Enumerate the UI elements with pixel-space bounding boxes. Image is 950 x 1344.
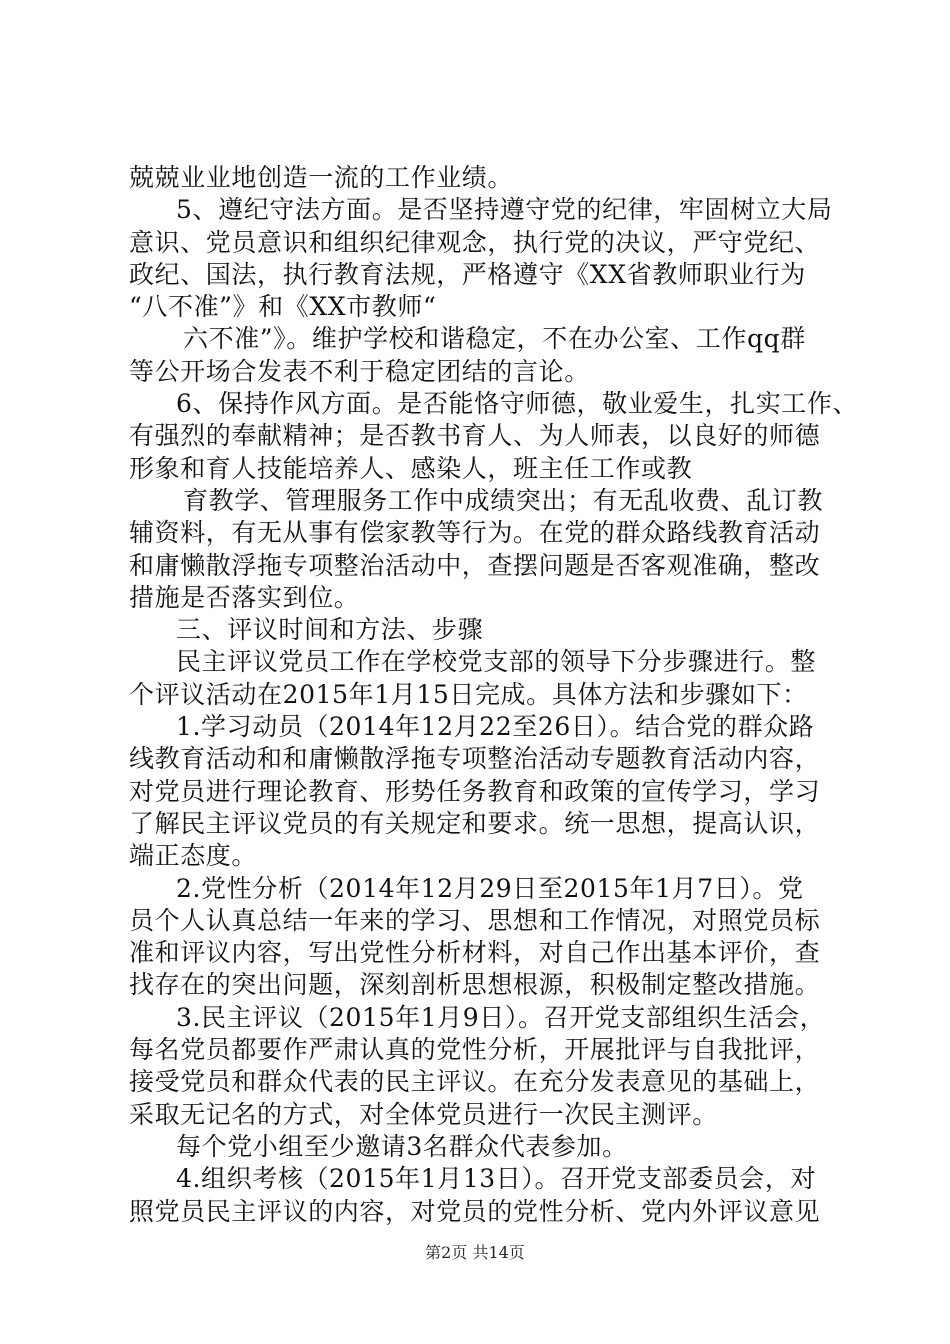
text-line: 育教学、管理服务工作中成绩突出；有无乱收费、乱订教 bbox=[183, 485, 824, 515]
text-line: 找存在的突出问题，深刻剖析思想根源，积极制定整改措施。 bbox=[129, 970, 821, 1000]
section-heading: 三、评议时间和方法、步骤 bbox=[176, 615, 484, 645]
text-line: 对党员进行理论教育、形势任务教育和政策的宣传学习，学习 bbox=[129, 776, 821, 806]
text-line: 线教育活动和和庸懒散浮拖专项整治活动专题教育活动内容， bbox=[129, 744, 821, 774]
document-body bbox=[129, 162, 859, 1228]
text-line: 了解民主评议党员的有关规定和要求。统一思想，提高认识， bbox=[129, 808, 821, 838]
text-line: 政纪、国法，执行教育法规，严格遵守《XX省教师职业行为 bbox=[129, 259, 806, 289]
page-footer bbox=[0, 1243, 950, 1263]
text-line: 等公开场合发表不利于稳定团结的言论。 bbox=[129, 356, 590, 386]
text-line: “八不准”》和《XX市教师“ bbox=[129, 292, 437, 322]
text-line: 辅资料，有无从事有偿家教等行为。在党的群众路线教育活动 bbox=[129, 518, 821, 548]
text-line: 措施是否落实到位。 bbox=[129, 582, 360, 612]
text-line: 3.民主评议（2015年1月9日）。召开党支部组织生活会， bbox=[176, 1002, 826, 1032]
text-line: 4.组织考核（2015年1月13日）。召开党支部委员会，对 bbox=[176, 1164, 817, 1194]
text-line: 照党员民主评议的内容，对党员的党性分析、党内外评议意见 bbox=[129, 1196, 821, 1226]
text-line: 6、保持作风方面。是否能恪守师德，敬业爱生，扎实工作、 bbox=[176, 389, 859, 419]
text-line: 员个人认真总结一年来的学习、思想和工作情况，对照党员标 bbox=[129, 905, 821, 935]
page-indicator: 第2页 共14页 bbox=[425, 1243, 525, 1262]
text-line: 形象和育人技能培养人、感染人，班主任工作或教 bbox=[129, 453, 693, 483]
text-line: 每个党小组至少邀请3名群众代表参加。 bbox=[176, 1131, 628, 1161]
text-line: 端正态度。 bbox=[129, 841, 258, 871]
text-line: 有强烈的奉献精神；是否教书育人、为人师表，以良好的师德 bbox=[129, 421, 821, 451]
text-line: 接受党员和群众代表的民主评议。在充分发表意见的基础上， bbox=[129, 1067, 821, 1097]
text-line: 兢兢业业地创造一流的工作业绩。 bbox=[129, 163, 514, 192]
text-line: 六不准”》。维护学校和谐稳定，不在办公室、工作qq群 bbox=[183, 324, 806, 354]
text-line: 意识、党员意识和组织纪律观念，执行党的决议，严守党纪、 bbox=[129, 227, 821, 257]
text-line: 和庸懒散浮拖专项整治活动中，查摆问题是否客观准确，整改 bbox=[129, 550, 821, 580]
text-line: 个评议活动在2015年1月15日完成。具体方法和步骤如下： bbox=[129, 679, 808, 709]
text-line: 2.党性分析（2014年12月29日至2015年1月7日）。党 bbox=[176, 873, 804, 903]
text-line: 民主评议党员工作在学校党支部的领导下分步骤进行。整 bbox=[176, 647, 817, 677]
text-line: 准和评议内容，写出党性分析材料，对自己作出基本评价，查 bbox=[129, 938, 821, 968]
text-line: 每名党员都要作严肃认真的党性分析，开展批评与自我批评， bbox=[129, 1035, 821, 1065]
text-line: 1.学习动员（2014年12月22至26日）。结合党的群众路 bbox=[176, 712, 815, 742]
text-line: 采取无记名的方式，对全体党员进行一次民主测评。 bbox=[129, 1099, 718, 1129]
text-line: 5、遵纪守法方面。是否坚持遵守党的纪律，牢固树立大局 bbox=[176, 195, 833, 225]
